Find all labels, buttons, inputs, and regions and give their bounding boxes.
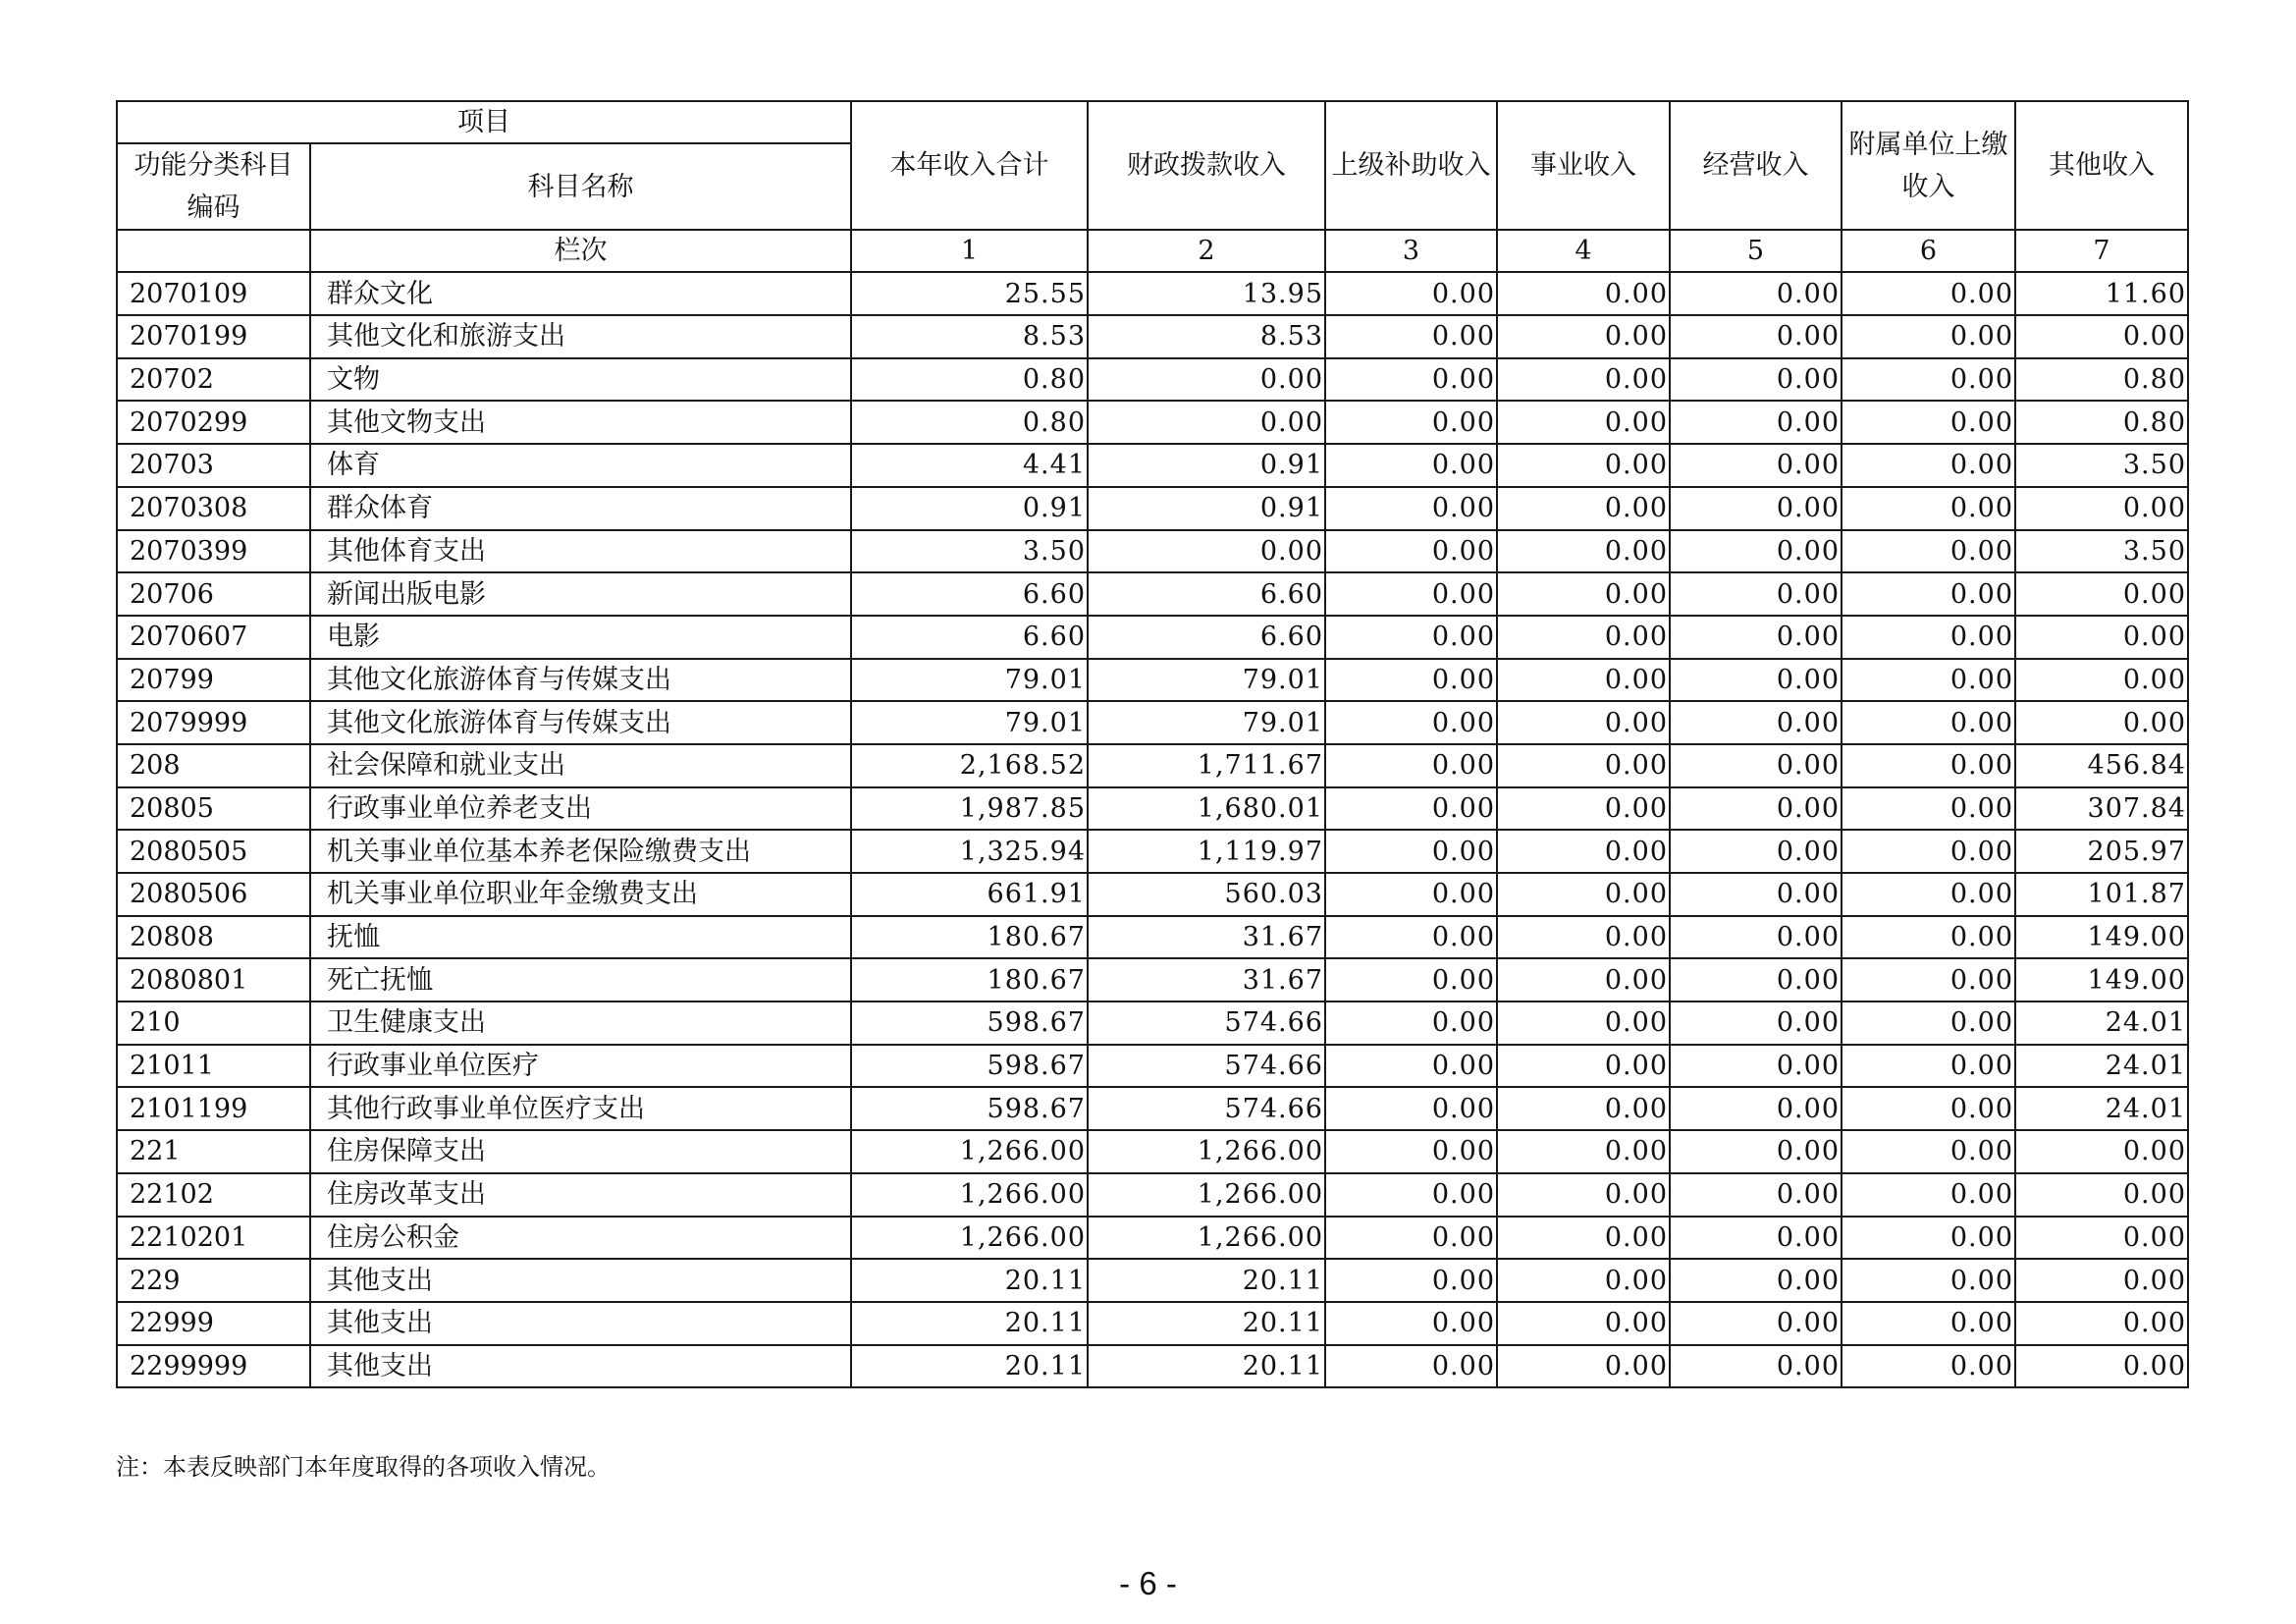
row-value-col-4: 0.00 (1497, 1259, 1670, 1302)
row-value-col-5: 0.00 (1670, 1259, 1842, 1302)
table-row (117, 530, 2188, 573)
row-value-col-3: 0.00 (1325, 444, 1497, 487)
row-value-col-6: 0.00 (1842, 701, 2015, 744)
row-code: 2070199 (117, 315, 310, 358)
row-value-col-6: 0.00 (1842, 272, 2015, 315)
row-value-col-3: 0.00 (1325, 487, 1497, 530)
row-value-col-2: 574.66 (1088, 1001, 1325, 1045)
row-value-col-4: 0.00 (1497, 1130, 1670, 1173)
row-value-col-5: 0.00 (1670, 358, 1842, 402)
row-value-col-6: 0.00 (1842, 1259, 2015, 1302)
row-value-col-7: 0.00 (2015, 1345, 2188, 1388)
row-value-col-6: 0.00 (1842, 659, 2015, 702)
row-value-col-4: 0.00 (1497, 444, 1670, 487)
row-value-col-2: 79.01 (1088, 659, 1325, 702)
table-row (117, 1302, 2188, 1345)
row-code: 2070607 (117, 616, 310, 659)
row-value-col-6: 0.00 (1842, 1087, 2015, 1130)
row-value-col-2: 1,266.00 (1088, 1173, 1325, 1217)
row-value-col-5: 0.00 (1670, 1345, 1842, 1388)
row-name: 其他文化旅游体育与传媒支出 (310, 701, 851, 744)
row-name: 其他支出 (310, 1259, 851, 1302)
row-code: 2070399 (117, 530, 310, 573)
row-value-col-1: 180.67 (851, 958, 1088, 1001)
row-code: 20805 (117, 787, 310, 831)
row-value-col-1: 8.53 (851, 315, 1088, 358)
row-value-col-1: 1,266.00 (851, 1217, 1088, 1260)
table-row (117, 744, 2188, 787)
row-value-col-6: 0.00 (1842, 873, 2015, 916)
row-code: 229 (117, 1259, 310, 1302)
row-value-col-7: 24.01 (2015, 1001, 2188, 1045)
row-value-col-3: 0.00 (1325, 1130, 1497, 1173)
row-value-col-3: 0.00 (1325, 315, 1497, 358)
row-value-col-5: 0.00 (1670, 916, 1842, 959)
row-value-col-2: 8.53 (1088, 315, 1325, 358)
row-value-col-1: 20.11 (851, 1302, 1088, 1345)
row-value-col-6: 0.00 (1842, 744, 2015, 787)
income-table (116, 100, 2189, 1388)
row-name: 其他支出 (310, 1345, 851, 1388)
row-code: 2080505 (117, 830, 310, 873)
row-value-col-4: 0.00 (1497, 616, 1670, 659)
row-value-col-3: 0.00 (1325, 572, 1497, 616)
row-name: 群众体育 (310, 487, 851, 530)
header-col-7: 其他收入 (2015, 101, 2188, 230)
row-value-col-7: 0.00 (2015, 315, 2188, 358)
row-value-col-6: 0.00 (1842, 530, 2015, 573)
row-value-col-6: 0.00 (1842, 487, 2015, 530)
row-value-col-3: 0.00 (1325, 530, 1497, 573)
row-value-col-6: 0.00 (1842, 1217, 2015, 1260)
row-value-col-1: 6.60 (851, 572, 1088, 616)
row-code: 2079999 (117, 701, 310, 744)
row-value-col-4: 0.00 (1497, 1087, 1670, 1130)
row-value-col-7: 0.00 (2015, 659, 2188, 702)
row-code: 21011 (117, 1045, 310, 1088)
row-value-col-6: 0.00 (1842, 958, 2015, 1001)
row-value-col-4: 0.00 (1497, 487, 1670, 530)
row-code: 2101199 (117, 1087, 310, 1130)
row-value-col-7: 0.80 (2015, 401, 2188, 444)
row-value-col-4: 0.00 (1497, 1173, 1670, 1217)
row-value-col-2: 0.00 (1088, 358, 1325, 402)
table-row (117, 1345, 2188, 1388)
table-row (117, 272, 2188, 315)
row-value-col-1: 0.91 (851, 487, 1088, 530)
index-2: 2 (1088, 230, 1325, 272)
table-row (117, 1045, 2188, 1088)
row-value-col-3: 0.00 (1325, 659, 1497, 702)
row-value-col-1: 79.01 (851, 701, 1088, 744)
table-row (117, 1259, 2188, 1302)
row-value-col-5: 0.00 (1670, 1173, 1842, 1217)
row-name: 住房保障支出 (310, 1130, 851, 1173)
row-name: 文物 (310, 358, 851, 402)
row-value-col-4: 0.00 (1497, 659, 1670, 702)
row-value-col-4: 0.00 (1497, 1001, 1670, 1045)
row-value-col-2: 6.60 (1088, 616, 1325, 659)
row-value-col-1: 1,266.00 (851, 1130, 1088, 1173)
row-value-col-2: 574.66 (1088, 1045, 1325, 1088)
row-value-col-4: 0.00 (1497, 315, 1670, 358)
row-value-col-5: 0.00 (1670, 444, 1842, 487)
row-value-col-7: 3.50 (2015, 444, 2188, 487)
row-value-col-2: 79.01 (1088, 701, 1325, 744)
row-value-col-4: 0.00 (1497, 572, 1670, 616)
row-value-col-2: 6.60 (1088, 572, 1325, 616)
table-row (117, 873, 2188, 916)
table-row (117, 659, 2188, 702)
row-code: 2080801 (117, 958, 310, 1001)
row-value-col-3: 0.00 (1325, 1345, 1497, 1388)
row-value-col-7: 0.00 (2015, 616, 2188, 659)
table-row (117, 1087, 2188, 1130)
table-row (117, 315, 2188, 358)
row-name: 行政事业单位医疗 (310, 1045, 851, 1088)
row-value-col-2: 31.67 (1088, 916, 1325, 959)
footnote: 注：本表反映部门本年度取得的各项收入情况。 (116, 1453, 611, 1481)
row-value-col-7: 205.97 (2015, 830, 2188, 873)
row-name: 机关事业单位基本养老保险缴费支出 (310, 830, 851, 873)
table-row (117, 1130, 2188, 1173)
table-row (117, 830, 2188, 873)
row-name: 其他支出 (310, 1302, 851, 1345)
row-name: 体育 (310, 444, 851, 487)
row-value-col-6: 0.00 (1842, 787, 2015, 831)
row-value-col-6: 0.00 (1842, 1045, 2015, 1088)
table-row (117, 958, 2188, 1001)
table-row (117, 487, 2188, 530)
table-row (117, 701, 2188, 744)
header-col-6: 附属单位上缴收入 (1842, 101, 2015, 230)
row-value-col-6: 0.00 (1842, 1345, 2015, 1388)
row-code: 2070109 (117, 272, 310, 315)
row-value-col-5: 0.00 (1670, 1087, 1842, 1130)
table-row (117, 616, 2188, 659)
row-value-col-2: 1,266.00 (1088, 1130, 1325, 1173)
row-code: 2070308 (117, 487, 310, 530)
row-value-col-6: 0.00 (1842, 1302, 2015, 1345)
row-name: 群众文化 (310, 272, 851, 315)
row-code: 208 (117, 744, 310, 787)
row-value-col-1: 20.11 (851, 1345, 1088, 1388)
row-value-col-1: 1,325.94 (851, 830, 1088, 873)
row-name: 社会保障和就业支出 (310, 744, 851, 787)
row-value-col-7: 24.01 (2015, 1087, 2188, 1130)
row-value-col-1: 0.80 (851, 401, 1088, 444)
header-code: 功能分类科目编码 (117, 143, 310, 230)
header-col-2: 财政拨款收入 (1088, 101, 1325, 230)
row-value-col-3: 0.00 (1325, 958, 1497, 1001)
row-value-col-2: 560.03 (1088, 873, 1325, 916)
row-value-col-5: 0.00 (1670, 401, 1842, 444)
table-row (117, 444, 2188, 487)
row-value-col-2: 0.00 (1088, 530, 1325, 573)
row-value-col-3: 0.00 (1325, 401, 1497, 444)
row-name: 其他文物支出 (310, 401, 851, 444)
row-code: 2210201 (117, 1217, 310, 1260)
header-group-item: 项目 (117, 101, 851, 143)
row-value-col-5: 0.00 (1670, 1001, 1842, 1045)
table-row (117, 1217, 2188, 1260)
row-value-col-3: 0.00 (1325, 1087, 1497, 1130)
index-7: 7 (2015, 230, 2188, 272)
row-value-col-7: 0.80 (2015, 358, 2188, 402)
index-label: 栏次 (310, 230, 851, 272)
row-code: 22999 (117, 1302, 310, 1345)
index-3: 3 (1325, 230, 1497, 272)
row-value-col-4: 0.00 (1497, 358, 1670, 402)
row-value-col-3: 0.00 (1325, 787, 1497, 831)
row-value-col-7: 456.84 (2015, 744, 2188, 787)
row-name: 卫生健康支出 (310, 1001, 851, 1045)
row-value-col-6: 0.00 (1842, 358, 2015, 402)
row-value-col-4: 0.00 (1497, 1302, 1670, 1345)
row-value-col-3: 0.00 (1325, 272, 1497, 315)
row-value-col-1: 1,987.85 (851, 787, 1088, 831)
row-value-col-1: 25.55 (851, 272, 1088, 315)
row-value-col-7: 0.00 (2015, 701, 2188, 744)
row-value-col-5: 0.00 (1670, 315, 1842, 358)
row-value-col-4: 0.00 (1497, 272, 1670, 315)
row-value-col-5: 0.00 (1670, 744, 1842, 787)
row-value-col-7: 0.00 (2015, 1130, 2188, 1173)
row-value-col-2: 0.91 (1088, 444, 1325, 487)
row-code: 22102 (117, 1173, 310, 1217)
row-name: 机关事业单位职业年金缴费支出 (310, 873, 851, 916)
index-5: 5 (1670, 230, 1842, 272)
row-value-col-1: 79.01 (851, 659, 1088, 702)
row-code: 20706 (117, 572, 310, 616)
row-value-col-1: 2,168.52 (851, 744, 1088, 787)
row-value-col-3: 0.00 (1325, 358, 1497, 402)
row-value-col-5: 0.00 (1670, 1045, 1842, 1088)
table-row (117, 1001, 2188, 1045)
row-name: 其他文化旅游体育与传媒支出 (310, 659, 851, 702)
header-col-3: 上级补助收入 (1325, 101, 1497, 230)
row-value-col-3: 0.00 (1325, 830, 1497, 873)
row-value-col-3: 0.00 (1325, 1001, 1497, 1045)
row-value-col-7: 307.84 (2015, 787, 2188, 831)
row-value-col-3: 0.00 (1325, 873, 1497, 916)
row-value-col-6: 0.00 (1842, 1173, 2015, 1217)
row-value-col-5: 0.00 (1670, 958, 1842, 1001)
row-value-col-6: 0.00 (1842, 572, 2015, 616)
row-name: 电影 (310, 616, 851, 659)
row-value-col-5: 0.00 (1670, 572, 1842, 616)
row-value-col-7: 0.00 (2015, 487, 2188, 530)
row-value-col-6: 0.00 (1842, 830, 2015, 873)
row-value-col-5: 0.00 (1670, 873, 1842, 916)
row-value-col-2: 1,711.67 (1088, 744, 1325, 787)
row-value-col-3: 0.00 (1325, 1259, 1497, 1302)
row-value-col-5: 0.00 (1670, 830, 1842, 873)
table-row (117, 401, 2188, 444)
row-value-col-3: 0.00 (1325, 916, 1497, 959)
row-value-col-5: 0.00 (1670, 1302, 1842, 1345)
row-value-col-4: 0.00 (1497, 830, 1670, 873)
row-value-col-1: 6.60 (851, 616, 1088, 659)
row-value-col-3: 0.00 (1325, 1173, 1497, 1217)
row-code: 20808 (117, 916, 310, 959)
page-number: - 6 - (1119, 1565, 1177, 1601)
row-value-col-1: 598.67 (851, 1045, 1088, 1088)
row-value-col-1: 4.41 (851, 444, 1088, 487)
row-value-col-2: 1,680.01 (1088, 787, 1325, 831)
row-value-col-4: 0.00 (1497, 530, 1670, 573)
row-value-col-6: 0.00 (1842, 1001, 2015, 1045)
row-code: 20703 (117, 444, 310, 487)
row-value-col-7: 101.87 (2015, 873, 2188, 916)
row-value-col-5: 0.00 (1670, 487, 1842, 530)
row-value-col-1: 0.80 (851, 358, 1088, 402)
row-value-col-6: 0.00 (1842, 916, 2015, 959)
row-value-col-4: 0.00 (1497, 958, 1670, 1001)
row-value-col-6: 0.00 (1842, 616, 2015, 659)
row-code: 221 (117, 1130, 310, 1173)
row-value-col-5: 0.00 (1670, 530, 1842, 573)
row-name: 住房改革支出 (310, 1173, 851, 1217)
row-code: 2080506 (117, 873, 310, 916)
row-value-col-5: 0.00 (1670, 616, 1842, 659)
row-value-col-3: 0.00 (1325, 1217, 1497, 1260)
row-name: 其他文化和旅游支出 (310, 315, 851, 358)
row-value-col-5: 0.00 (1670, 659, 1842, 702)
row-value-col-4: 0.00 (1497, 744, 1670, 787)
row-value-col-1: 598.67 (851, 1001, 1088, 1045)
row-value-col-5: 0.00 (1670, 701, 1842, 744)
row-value-col-7: 0.00 (2015, 1302, 2188, 1345)
row-value-col-4: 0.00 (1497, 701, 1670, 744)
row-name: 其他行政事业单位医疗支出 (310, 1087, 851, 1130)
row-value-col-7: 11.60 (2015, 272, 2188, 315)
row-value-col-3: 0.00 (1325, 1302, 1497, 1345)
header-col-1: 本年收入合计 (851, 101, 1088, 230)
table-row (117, 787, 2188, 831)
row-value-col-2: 20.11 (1088, 1345, 1325, 1388)
row-value-col-2: 13.95 (1088, 272, 1325, 315)
row-name: 死亡抚恤 (310, 958, 851, 1001)
row-name: 抚恤 (310, 916, 851, 959)
row-value-col-4: 0.00 (1497, 401, 1670, 444)
index-1: 1 (851, 230, 1088, 272)
row-value-col-2: 0.91 (1088, 487, 1325, 530)
row-code: 20702 (117, 358, 310, 402)
row-value-col-7: 24.01 (2015, 1045, 2188, 1088)
row-value-col-5: 0.00 (1670, 1217, 1842, 1260)
table-row (117, 916, 2188, 959)
row-value-col-2: 20.11 (1088, 1302, 1325, 1345)
row-value-col-6: 0.00 (1842, 401, 2015, 444)
row-value-col-4: 0.00 (1497, 916, 1670, 959)
row-value-col-6: 0.00 (1842, 444, 2015, 487)
row-name: 新闻出版电影 (310, 572, 851, 616)
row-value-col-2: 1,266.00 (1088, 1217, 1325, 1260)
row-value-col-2: 20.11 (1088, 1259, 1325, 1302)
row-code: 2299999 (117, 1345, 310, 1388)
table-row (117, 358, 2188, 402)
row-value-col-1: 20.11 (851, 1259, 1088, 1302)
index-empty (117, 230, 310, 272)
row-value-col-1: 3.50 (851, 530, 1088, 573)
row-value-col-5: 0.00 (1670, 787, 1842, 831)
row-value-col-3: 0.00 (1325, 744, 1497, 787)
row-name: 其他体育支出 (310, 530, 851, 573)
row-value-col-7: 3.50 (2015, 530, 2188, 573)
row-value-col-7: 0.00 (2015, 572, 2188, 616)
row-value-col-3: 0.00 (1325, 701, 1497, 744)
row-value-col-5: 0.00 (1670, 272, 1842, 315)
header-col-4: 事业收入 (1497, 101, 1670, 230)
row-value-col-4: 0.00 (1497, 1217, 1670, 1260)
row-value-col-6: 0.00 (1842, 315, 2015, 358)
table-row (117, 572, 2188, 616)
row-value-col-2: 31.67 (1088, 958, 1325, 1001)
row-value-col-1: 180.67 (851, 916, 1088, 959)
index-4: 4 (1497, 230, 1670, 272)
table-row (117, 1173, 2188, 1217)
index-6: 6 (1842, 230, 2015, 272)
header-col-5: 经营收入 (1670, 101, 1842, 230)
row-value-col-4: 0.00 (1497, 1345, 1670, 1388)
row-value-col-7: 0.00 (2015, 1259, 2188, 1302)
row-value-col-1: 1,266.00 (851, 1173, 1088, 1217)
row-name: 住房公积金 (310, 1217, 851, 1260)
row-value-col-1: 598.67 (851, 1087, 1088, 1130)
row-value-col-4: 0.00 (1497, 787, 1670, 831)
row-value-col-7: 0.00 (2015, 1173, 2188, 1217)
row-value-col-4: 0.00 (1497, 1045, 1670, 1088)
row-value-col-1: 661.91 (851, 873, 1088, 916)
row-code: 20799 (117, 659, 310, 702)
row-value-col-3: 0.00 (1325, 616, 1497, 659)
row-value-col-5: 0.00 (1670, 1130, 1842, 1173)
row-value-col-4: 0.00 (1497, 873, 1670, 916)
header-name: 科目名称 (310, 143, 851, 230)
row-code: 2070299 (117, 401, 310, 444)
row-value-col-7: 149.00 (2015, 958, 2188, 1001)
row-value-col-3: 0.00 (1325, 1045, 1497, 1088)
row-value-col-2: 574.66 (1088, 1087, 1325, 1130)
row-value-col-7: 149.00 (2015, 916, 2188, 959)
row-name: 行政事业单位养老支出 (310, 787, 851, 831)
row-value-col-7: 0.00 (2015, 1217, 2188, 1260)
row-code: 210 (117, 1001, 310, 1045)
row-value-col-2: 1,119.97 (1088, 830, 1325, 873)
row-value-col-2: 0.00 (1088, 401, 1325, 444)
row-value-col-6: 0.00 (1842, 1130, 2015, 1173)
